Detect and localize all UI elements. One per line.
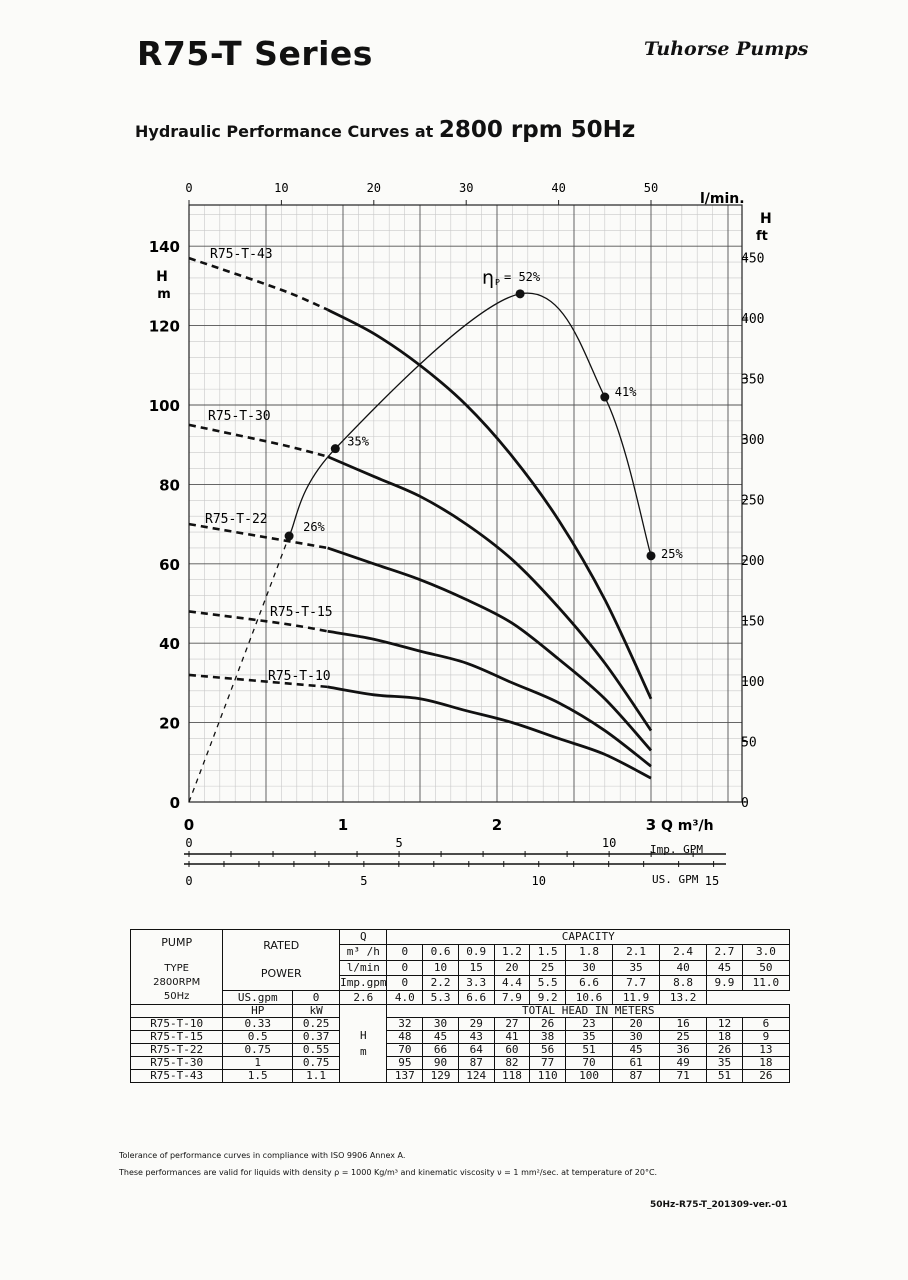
head-value: 16 xyxy=(660,1018,707,1031)
capacity-value: 25 xyxy=(530,960,566,975)
capacity-value: 6.6 xyxy=(566,975,613,990)
pump-name: R75-T-43 xyxy=(131,1070,223,1083)
head-value: 90 xyxy=(423,1057,459,1070)
capacity-value: 3.3 xyxy=(458,975,494,990)
capacity-value: 11.9 xyxy=(613,991,660,1005)
head-value: 66 xyxy=(423,1044,459,1057)
pump-name: R75-T-30 xyxy=(131,1057,223,1070)
series-label: R75-T-30 xyxy=(208,409,271,424)
pump-row xyxy=(131,1018,790,1031)
bottom-axis-label: Q m³/h xyxy=(661,818,714,834)
head-value: 26 xyxy=(707,1044,743,1057)
head-value: 26 xyxy=(530,1018,566,1031)
hp-header: HP xyxy=(223,1005,293,1018)
head-value: 129 xyxy=(423,1070,459,1083)
top-axis-label: l/min. xyxy=(700,191,745,207)
left-tick-label: 60 xyxy=(159,555,180,574)
pump-kw: 1.1 xyxy=(293,1070,340,1083)
series-label: R75-T-10 xyxy=(268,669,331,684)
capacity-value: 4.0 xyxy=(387,991,423,1005)
head-value: 49 xyxy=(660,1057,707,1070)
left-tick-label: 140 xyxy=(148,238,180,257)
capacity-value: 0 xyxy=(387,975,423,990)
head-value: 26 xyxy=(742,1070,789,1083)
unit-label: l/min xyxy=(340,960,387,975)
head-value: 118 xyxy=(494,1070,530,1083)
imp-tick-label: 0 xyxy=(185,836,193,850)
capacity-value: 1.5 xyxy=(530,945,566,960)
head-value: 124 xyxy=(458,1070,494,1083)
head-value: 95 xyxy=(387,1057,423,1070)
right-tick-label: 300 xyxy=(741,432,765,448)
bottom-tick-label: 3 xyxy=(645,816,657,834)
top-tick-label: 0 xyxy=(185,181,193,195)
pump-kw: 0.37 xyxy=(293,1031,340,1044)
capacity-value: 45 xyxy=(707,960,743,975)
capacity-value: 2.1 xyxy=(613,945,660,960)
head-value: 87 xyxy=(613,1070,660,1083)
capacity-value: 10.6 xyxy=(566,991,613,1005)
type-header-spacer xyxy=(131,1005,223,1018)
right-tick-label: 250 xyxy=(741,493,765,509)
head-value: 9 xyxy=(742,1031,789,1044)
q-header: Q xyxy=(340,930,387,945)
capacity-value: 2.4 xyxy=(660,945,707,960)
right-tick-label: 100 xyxy=(741,674,765,690)
capacity-value: 2.6 xyxy=(340,991,387,1005)
series-curve-dashed xyxy=(189,258,328,310)
series-curve xyxy=(328,631,651,766)
top-tick-label: 40 xyxy=(551,181,566,195)
head-value: 30 xyxy=(613,1031,660,1044)
series-label: R75-T-43 xyxy=(210,247,273,262)
capacity-row xyxy=(131,991,790,1005)
left-tick-label: 40 xyxy=(159,635,180,654)
series-label: R75-T-15 xyxy=(270,605,333,620)
capacity-value: 5.3 xyxy=(423,991,459,1005)
head-value: 71 xyxy=(660,1070,707,1083)
efficiency-point-label: 35% xyxy=(347,434,369,449)
version-label: 50Hz-R75-T_201309-ver.-01 xyxy=(650,1200,788,1210)
capacity-value: 5.5 xyxy=(530,975,566,990)
pump-name: R75-T-22 xyxy=(131,1044,223,1057)
head-value: 70 xyxy=(566,1057,613,1070)
bottom-tick-label: 1 xyxy=(337,816,349,834)
efficiency-point-label: 41% xyxy=(614,385,637,400)
capacity-value: 1.2 xyxy=(494,945,530,960)
left-tick-label: 120 xyxy=(148,317,180,336)
efficiency-point-label: 25% xyxy=(661,546,683,561)
capacity-value: 2.7 xyxy=(707,945,743,960)
head-value: 61 xyxy=(613,1057,660,1070)
capacity-value: 8.8 xyxy=(660,975,707,990)
head-value: 25 xyxy=(660,1031,707,1044)
capacity-value: 11.0 xyxy=(742,975,789,990)
capacity-value: 0 xyxy=(293,991,340,1005)
pump-row xyxy=(131,1057,790,1070)
kw-header: kW xyxy=(293,1005,340,1018)
capacity-value: 0.6 xyxy=(423,945,459,960)
us-tick-label: 15 xyxy=(704,874,720,888)
efficiency-point xyxy=(516,289,525,298)
left-axis-label-h: H xyxy=(156,269,168,285)
pump-name: R75-T-15 xyxy=(131,1031,223,1044)
series-label: R75-T-22 xyxy=(205,512,268,527)
m-label: m xyxy=(359,1044,367,1058)
head-value: 43 xyxy=(458,1031,494,1044)
left-tick-label: 100 xyxy=(148,397,180,415)
head-value: 45 xyxy=(613,1044,660,1057)
efficiency-peak-label: = 52% xyxy=(504,270,541,284)
head-unit-cell xyxy=(340,1005,387,1083)
pump-hp: 1 xyxy=(223,1057,293,1070)
head-value: 87 xyxy=(458,1057,494,1070)
head-value: 35 xyxy=(707,1057,743,1070)
top-tick-label: 30 xyxy=(458,181,474,195)
right-tick-label: 350 xyxy=(741,372,765,388)
series-curve xyxy=(328,687,651,778)
head-value: 48 xyxy=(387,1031,423,1044)
head-value: 23 xyxy=(566,1018,613,1031)
left-axis-label-unit: m xyxy=(157,287,171,302)
left-tick-label: 20 xyxy=(159,714,180,733)
performance-table xyxy=(130,929,790,1083)
head-value: 64 xyxy=(458,1044,494,1057)
pump-kw: 0.55 xyxy=(293,1044,340,1057)
capacity-value: 10 xyxy=(423,960,459,975)
capacity-value: 20 xyxy=(494,960,530,975)
head-value: 77 xyxy=(530,1057,566,1070)
total-head-header: TOTAL HEAD IN METERS xyxy=(387,1005,790,1018)
capacity-value: 50 xyxy=(742,960,789,975)
head-value: 51 xyxy=(566,1044,613,1057)
tolerance-note: Tolerance of performance curves in compliance with ISO 9906 Annex A. xyxy=(119,1151,406,1160)
subtitle-prefix: Hydraulic Performance Curves at xyxy=(135,122,439,141)
efficiency-symbol: η xyxy=(482,267,495,289)
page-title: R75-T Series xyxy=(137,34,373,73)
imp-axis-label: Imp. GPM xyxy=(650,843,703,856)
right-tick-label: 0 xyxy=(741,796,749,811)
efficiency-point xyxy=(647,551,656,560)
head-value: 45 xyxy=(423,1031,459,1044)
rated-label: RATED xyxy=(263,939,300,953)
pump-row xyxy=(131,1031,790,1044)
power-label: POWER xyxy=(260,967,302,981)
right-axis-label-unit: ft xyxy=(756,229,768,244)
capacity-value: 0.9 xyxy=(458,945,494,960)
capacity-value: 15 xyxy=(458,960,494,975)
type-header-line: 50Hz xyxy=(163,991,190,1002)
capacity-value: 3.0 xyxy=(742,945,789,960)
capacity-value: 0 xyxy=(387,945,423,960)
capacity-value: 6.6 xyxy=(458,991,494,1005)
capacity-value: 40 xyxy=(660,960,707,975)
head-value: 110 xyxy=(530,1070,566,1083)
head-value: 70 xyxy=(387,1044,423,1057)
rated-power-header xyxy=(223,930,340,991)
efficiency-subscript: P xyxy=(495,278,500,287)
capacity-value: 7.9 xyxy=(494,991,530,1005)
efficiency-point xyxy=(331,444,340,453)
table-header-row xyxy=(131,930,790,945)
imp-tick-label: 5 xyxy=(395,836,403,850)
head-value: 41 xyxy=(494,1031,530,1044)
pump-hp: 0.33 xyxy=(223,1018,293,1031)
right-tick-label: 400 xyxy=(741,311,765,327)
head-value: 35 xyxy=(566,1031,613,1044)
capacity-value: 30 xyxy=(566,960,613,975)
head-value: 13 xyxy=(742,1044,789,1057)
pump-kw: 0.25 xyxy=(293,1018,340,1031)
pump-row xyxy=(131,1044,790,1057)
capacity-value: 0 xyxy=(387,960,423,975)
left-tick-label: 80 xyxy=(159,476,180,495)
validity-note: These performances are valid for liquids with density ρ = 1000 Kg/m³ and kinematic viscosity ν = 1 mm²/sec. at temperature of 20°C. xyxy=(119,1168,658,1177)
head-value: 56 xyxy=(530,1044,566,1057)
pump-row xyxy=(131,1070,790,1083)
head-value: 12 xyxy=(707,1018,743,1031)
head-value: 82 xyxy=(494,1057,530,1070)
right-tick-label: 450 xyxy=(741,251,765,267)
bottom-tick-label: 0 xyxy=(183,816,195,834)
head-value: 20 xyxy=(613,1018,660,1031)
us-tick-label: 10 xyxy=(531,874,546,888)
right-axis-label-h: H xyxy=(760,211,772,227)
type-header-line: TYPE xyxy=(164,963,189,974)
pump-hp: 0.5 xyxy=(223,1031,293,1044)
head-value: 100 xyxy=(566,1070,613,1083)
unit-label: Imp.gpm xyxy=(340,975,387,989)
unit-label: US.gpm xyxy=(223,991,293,1005)
pump-name: R75-T-10 xyxy=(131,1018,223,1031)
us-tick-label: 5 xyxy=(360,874,368,888)
pump-hp: 1.5 xyxy=(223,1070,293,1083)
capacity-value: 9.9 xyxy=(707,975,743,990)
pump-hp: 0.75 xyxy=(223,1044,293,1057)
capacity-value: 2.2 xyxy=(423,975,459,990)
head-value: 18 xyxy=(742,1057,789,1070)
imp-tick-label: 10 xyxy=(601,836,617,850)
right-tick-label: 200 xyxy=(741,553,765,569)
efficiency-point xyxy=(600,393,609,402)
head-value: 137 xyxy=(387,1070,423,1083)
pump-header-label: PUMP xyxy=(161,936,193,949)
bottom-tick-label: 2 xyxy=(491,816,503,834)
capacity-value: 1.8 xyxy=(566,945,613,960)
capacity-value: 9.2 xyxy=(530,991,566,1005)
brand-logo: Tuhorse Pumps xyxy=(644,38,809,60)
efficiency-point xyxy=(285,532,294,541)
capacity-value: 7.7 xyxy=(613,975,660,990)
type-header-line: 2800RPM xyxy=(153,977,201,988)
top-tick-label: 50 xyxy=(643,181,659,195)
right-tick-label: 50 xyxy=(741,735,757,751)
head-value: 60 xyxy=(494,1044,530,1057)
pump-type-header xyxy=(131,930,223,1005)
head-value: 36 xyxy=(660,1044,707,1057)
head-value: 51 xyxy=(707,1070,743,1083)
capacity-value: 35 xyxy=(613,960,660,975)
capacity-value: 4.4 xyxy=(494,975,530,990)
top-tick-label: 20 xyxy=(366,181,382,195)
us-tick-label: 0 xyxy=(185,874,193,888)
series-curve-dashed xyxy=(189,425,328,457)
head-value: 30 xyxy=(423,1018,459,1031)
head-value: 18 xyxy=(707,1031,743,1044)
right-tick-label: 150 xyxy=(741,614,765,630)
plot-frame xyxy=(189,205,742,802)
capacity-value: 13.2 xyxy=(660,991,707,1005)
top-tick-label: 10 xyxy=(274,181,289,195)
head-value: 6 xyxy=(742,1018,789,1031)
capacity-header: CAPACITY xyxy=(387,930,790,945)
head-value: 38 xyxy=(530,1031,566,1044)
efficiency-point-label: 26% xyxy=(303,520,325,535)
head-value: 29 xyxy=(458,1018,494,1031)
us-axis-label: US. GPM xyxy=(652,873,699,886)
unit-label: m³ /h xyxy=(340,945,387,960)
head-value: 27 xyxy=(494,1018,530,1031)
subtitle-rpm: 2800 rpm 50Hz xyxy=(438,117,636,143)
pump-kw: 0.75 xyxy=(293,1057,340,1070)
power-units-row xyxy=(131,1005,790,1018)
left-tick-label: 0 xyxy=(169,794,180,812)
head-value: 32 xyxy=(387,1018,423,1031)
series-curve xyxy=(328,548,651,750)
h-label: H xyxy=(359,1028,367,1042)
